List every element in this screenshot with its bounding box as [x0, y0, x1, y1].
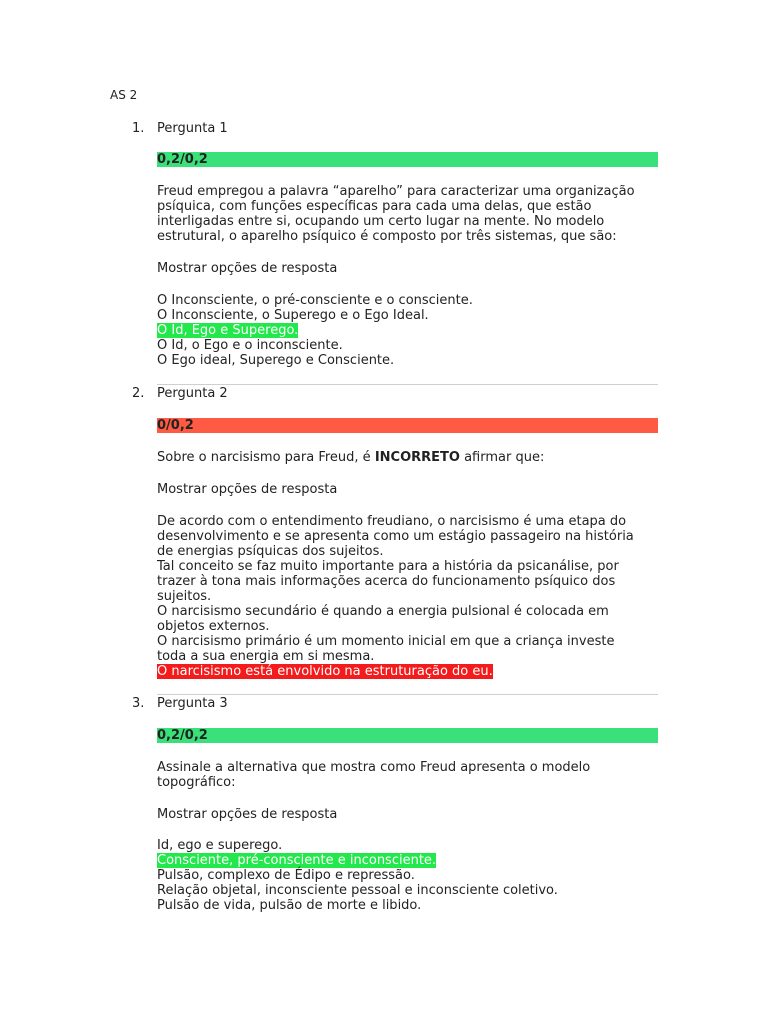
score-bar-correct: 0,2/0,2 — [157, 728, 658, 743]
question-title: Pergunta 3 — [157, 696, 228, 711]
answer-option-text: O narcisismo está envolvido na estruturação do eu. — [157, 664, 493, 679]
answer-option-line — [157, 634, 662, 649]
answer-option-text: objetos externos. — [157, 619, 270, 634]
answer-option-text: O narcisismo primário é um momento inicial em que a criança investe — [157, 634, 615, 649]
question-number: 3. — [132, 696, 145, 711]
answer-option-text: Tal conceito se faz muito importante para a história da psicanálise, por — [157, 559, 619, 574]
statement-text: afirmar que: — [459, 450, 545, 465]
statement-emphasis: INCORRETO — [374, 450, 460, 465]
answer-option-text: O Ego ideal, Superego e Consciente. — [157, 353, 395, 368]
answer-option-text: O Id, Ego e Superego. — [157, 323, 299, 338]
answer-option — [157, 898, 662, 913]
answer-option-selected-correct — [157, 323, 662, 338]
answer-option-text: sujeitos. — [157, 589, 212, 604]
answer-option-text: O Inconsciente, o Superego e o Ego Ideal. — [157, 308, 429, 323]
answer-option-text: Pulsão, complexo de Édipo e repressão. — [157, 868, 415, 883]
question-title: Pergunta 1 — [157, 121, 228, 136]
answer-option-line — [157, 544, 662, 559]
statement-line: topográfico: — [157, 775, 236, 790]
answer-option-text: Consciente, pré-consciente e inconsciente. — [157, 853, 437, 868]
statement-line: Assinale a alternativa que mostra como Freud apresenta o modelo — [157, 760, 591, 775]
answer-option-line — [157, 649, 662, 664]
statement-line: psíquica, com funções específicas para cada uma delas, que estão — [157, 199, 592, 214]
answer-option — [157, 353, 662, 368]
answer-option-text: desenvolvimento e se apresenta como um estágio passageiro na história — [157, 529, 634, 544]
answer-option — [157, 868, 662, 883]
question-number: 1. — [132, 121, 145, 136]
answer-option-text: de energias psíquicas dos sujeitos. — [157, 544, 384, 559]
answer-option-line — [157, 529, 662, 544]
answer-option-text: O narcisismo secundário é quando a energia pulsional é colocada em — [157, 604, 609, 619]
question-divider — [157, 694, 658, 695]
answer-option-text: Id, ego e superego. — [157, 838, 283, 853]
answer-options — [157, 514, 662, 679]
answer-option-text: Pulsão de vida, pulsão de morte e libido. — [157, 898, 422, 913]
score-bar-wrong: 0/0,2 — [157, 418, 658, 433]
answer-option-line — [157, 589, 662, 604]
statement-text: Sobre o narcisismo para Freud, é — [157, 450, 375, 465]
question-number: 2. — [132, 386, 145, 401]
show-options-link[interactable]: Mostrar opções de resposta — [157, 482, 338, 497]
statement-line: Freud empregou a palavra “aparelho” para caracterizar uma organização — [157, 184, 635, 199]
answer-option-line — [157, 514, 662, 529]
question-statement — [157, 760, 662, 790]
answer-option-line — [157, 619, 662, 634]
answer-options — [157, 838, 662, 913]
show-options-link[interactable]: Mostrar opções de resposta — [157, 807, 338, 822]
statement-line: interligadas entre si, ocupando um certo lugar na mente. No modelo — [157, 214, 605, 229]
show-options-link[interactable]: Mostrar opções de resposta — [157, 261, 338, 276]
answer-option-text: O Id, o Ego e o inconsciente. — [157, 338, 343, 353]
answer-option — [157, 838, 662, 853]
question-title: Pergunta 2 — [157, 386, 228, 401]
question-statement — [157, 184, 662, 244]
question-divider — [157, 384, 658, 385]
answer-options — [157, 293, 662, 368]
answer-option-text: trazer à tona mais informações acerca do funcionamento psíquico dos — [157, 574, 616, 589]
answer-option-selected-wrong — [157, 664, 662, 679]
answer-option — [157, 308, 662, 323]
answer-option-selected-correct — [157, 853, 662, 868]
question-statement — [157, 450, 662, 465]
score-bar-correct: 0,2/0,2 — [157, 152, 658, 167]
answer-option — [157, 293, 662, 308]
page-title: AS 2 — [110, 88, 138, 102]
answer-option-text: O Inconsciente, o pré-consciente e o consciente. — [157, 293, 473, 308]
answer-option-text: De acordo com o entendimento freudiano, o narcisismo é uma etapa do — [157, 514, 627, 529]
answer-option-line — [157, 559, 662, 574]
answer-option-line — [157, 604, 662, 619]
statement-line: estrutural, o aparelho psíquico é composto por três sistemas, que são: — [157, 229, 617, 244]
answer-option-text: toda a sua energia em si mesma. — [157, 649, 375, 664]
answer-option — [157, 883, 662, 898]
answer-option-line — [157, 574, 662, 589]
answer-option — [157, 338, 662, 353]
answer-option-text: Relação objetal, inconsciente pessoal e inconsciente coletivo. — [157, 883, 558, 898]
